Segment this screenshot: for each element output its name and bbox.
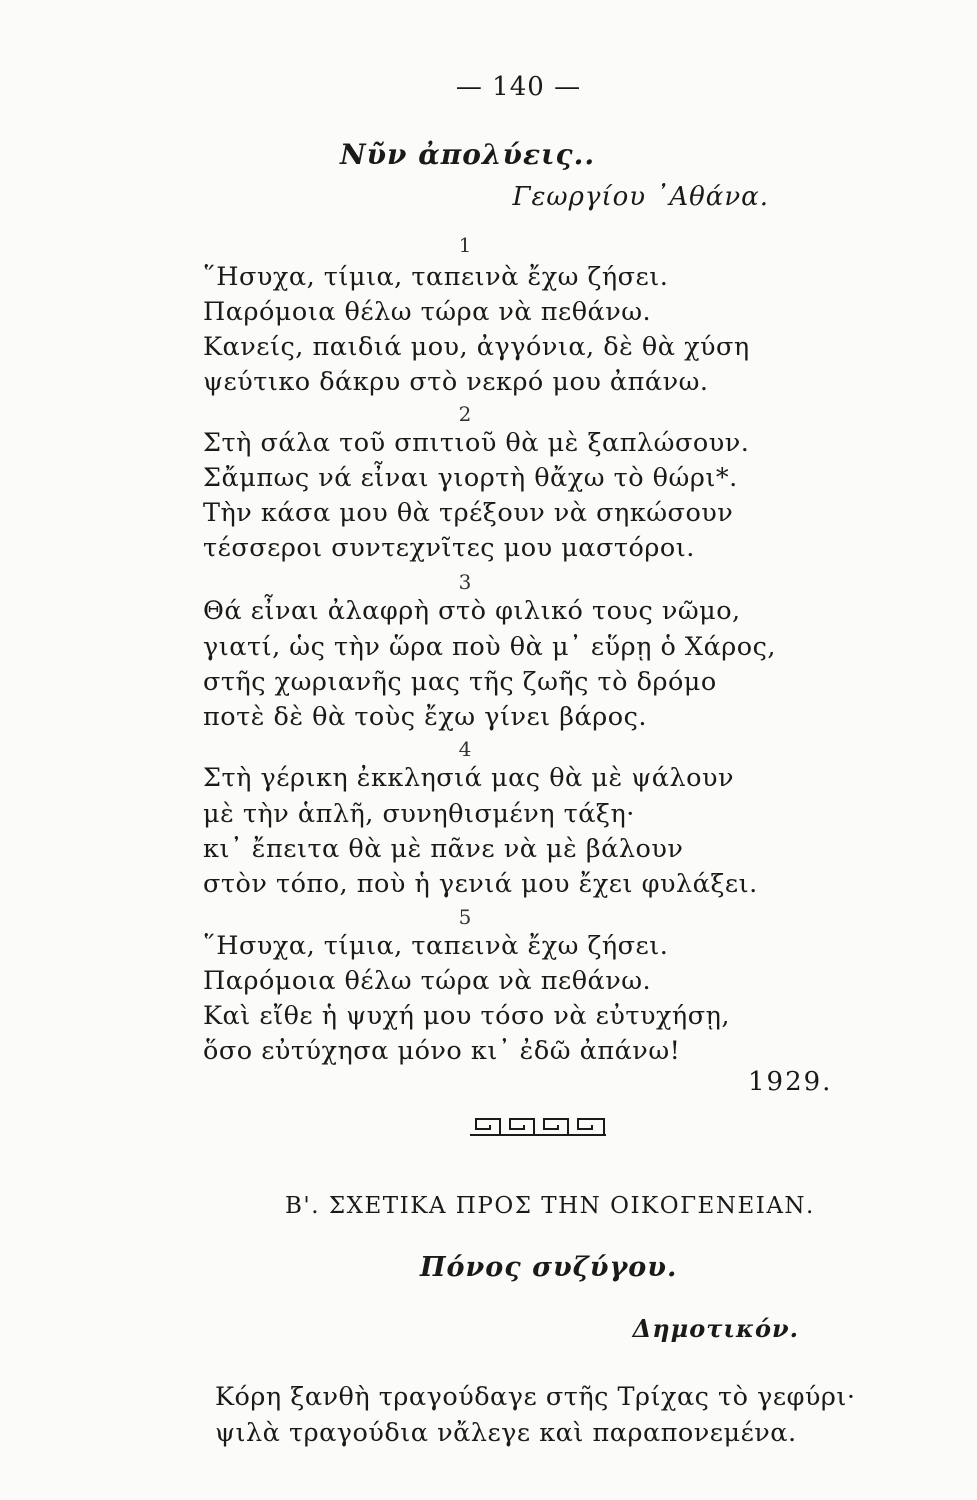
poem-line: Καὶ εἴθε ἡ ψυχή μου τόσο νὰ εὐτυχήσῃ, [203,1001,730,1031]
poem-line: ὅσο εὐτύχησα μόνο κι᾿ ἐδῶ ἀπάνω! [203,1036,681,1066]
poem-line: μὲ τὴν ἁπλῆ, συνηθισμένη τάξη· [203,799,635,829]
poem-line: Παρόμοια θέλω τώρα νὰ πεθάνω. [203,966,652,996]
stanza-number: 3 [458,570,472,594]
poem2-author: Δημοτικόν. [632,1314,799,1343]
poem2-line: Κόρη ξανθὴ τραγούδαγε στῆς Τρίχας τὸ γεφύρι· [215,1382,856,1412]
stanza-number: 1 [458,233,472,257]
poem-line: ποτὲ δὲ θὰ τοὺς ἔχω γίνει βάρος. [203,702,647,732]
page-number: — 140 — [455,72,582,102]
stanza-number: 2 [458,402,472,426]
poem-line: Σἄμπως νά εἶναι γιορτὴ θἄχω τὸ θώρι*. [203,463,738,493]
poem2-line: ψιλὰ τραγούδια νἄλεγε καὶ παραπονεμένα. [215,1418,797,1448]
poem-line: Κανείς, παιδιά μου, ἀγγόνια, δὲ θὰ χύση [203,332,750,362]
poem-line: ψεύτικο δάκρυ στὸ νεκρό μου ἀπάνω. [203,367,709,397]
poem-line: Στὴ σάλα τοῦ σπιτιοῦ θὰ μὲ ξαπλώσουν. [203,428,750,458]
stanza-number: 5 [458,905,472,929]
poem-line: κι᾿ ἔπειτα θὰ μὲ πᾶνε νὰ μὲ βάλουν [203,834,684,864]
poem-line: στῆς χωριανῆς μας τῆς ζωῆς τὸ δρόμο [203,667,717,697]
poem2-title: Πόνος συζύγου. [420,1252,678,1283]
poem-line: τέσσεροι συντεχνῖτες μου μαστόροι. [203,533,695,563]
poem-line: Παρόμοια θέλω τώρα νὰ πεθάνω. [203,297,652,327]
greek-key-ornament [468,1115,608,1137]
poem-line: Τὴν κάσα μου θὰ τρέξουν νὰ σηκώσουν [203,498,734,528]
section-heading: Β'. ΣΧΕΤΙΚΑ ΠΡΟΣ ΤΗΝ ΟΙΚΟΓΕΝΕΙΑΝ. [285,1193,815,1219]
poem-year: 1929. [748,1067,833,1097]
poem-line: στὸν τόπο, ποὺ ἡ γενιά μου ἔχει φυλάξει. [203,869,758,899]
poem-line: Στὴ γέρικη ἐκκλησιά μας θὰ μὲ ψάλουν [203,763,734,793]
stanza-number: 4 [458,737,472,761]
poem-line: ῞Ησυχα, τίμια, ταπεινὰ ἔχω ζήσει. [203,262,669,292]
poem-line: ῞Ησυχα, τίμια, ταπεινὰ ἔχω ζήσει. [203,931,669,961]
poem-title: Νῦν ἀπολύεις.. [340,138,596,171]
poem-line: Θά εἶναι ἀλαφρὴ στὸ φιλικό τους νῶμο, [203,596,741,626]
poem-line: γιατί, ὡς τὴν ὥρα ποὺ θὰ μ᾿ εὕρῃ ὁ Χάρος, [203,632,777,662]
poem-author: Γεωργίου ᾿Αθάνα. [512,182,769,212]
